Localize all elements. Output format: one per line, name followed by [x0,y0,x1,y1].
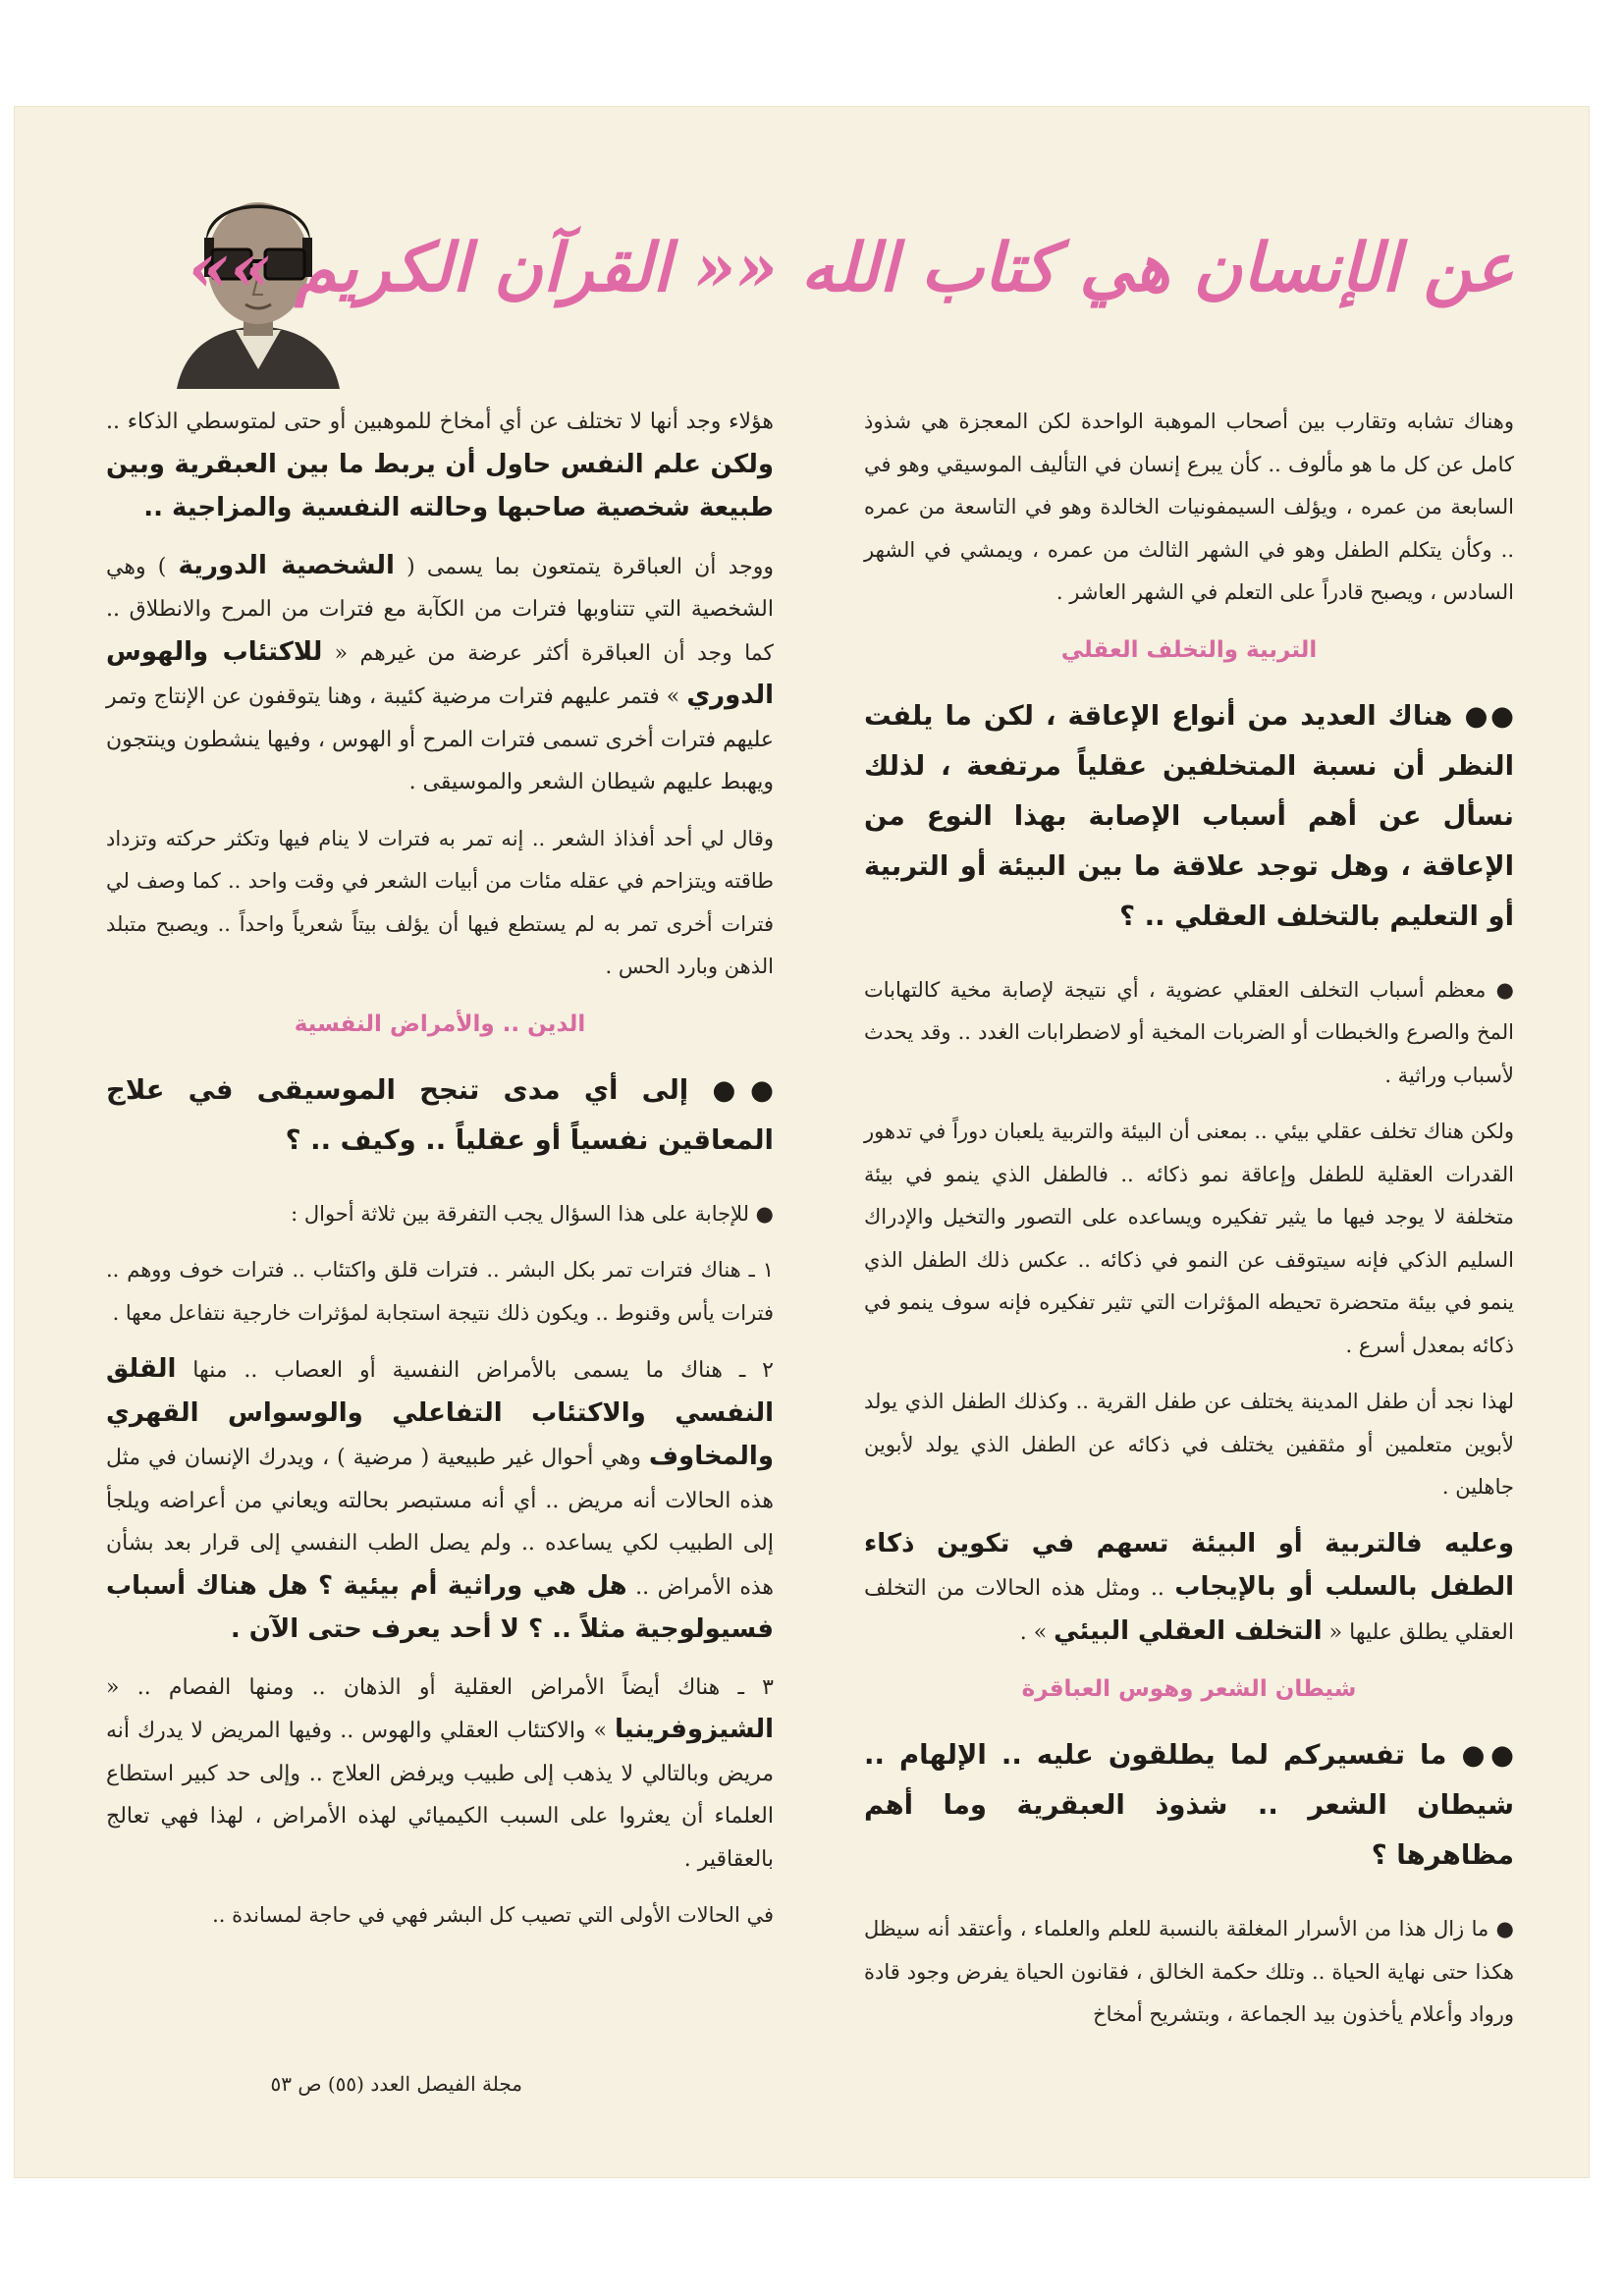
paragraph [106,401,774,531]
subheading: الدين .. والأمراض النفسية [294,1011,586,1037]
paragraph [106,545,774,804]
list-item [106,1667,774,1882]
text-span: ٣ ـ هناك أيضاً الأمراض العقلية أو الذهان .. ومنها الفصام .. « [106,1674,774,1700]
question: ●● ما تفسيركم لما يطلقون عليه .. الإلهام .. شيطان الشعر .. شذوذ العبقرية وما أهم مظاهرها ؟ [864,1739,1514,1871]
text-span: وهي أحوال غير طبيعية ( مرضية ) ، ويدرك الإنسان في مثل هذه الحالات أنه مريض .. أي أنه مستبصر بحالته ويعاني من أعراضه ويلجأ إلى الطبيب لكي يساعده .. ولم يصل الطب النفسي إلى قرار بعد بشأن هذه الأمراض .. [106,1446,774,1600]
bold-text: للاكتئاب والهوس الدوري [106,636,774,710]
question: ●● هناك العديد من أنواع الإعاقة ، لكن ما يلفت النظر أن نسبة المتخلفين عقلياً مرتفعة ، لذلك نسأل عن أهم أسباب الإصابة بهذا النوع من الإعاقة ، وهل توجد علاقة ما بين البيئة أو التربية أو التعليم بالتخلف العقلي .. ؟ [864,699,1514,932]
text-span: » والاكتئاب العقلي والهوس .. وفيها المريض لا يدرك أنه مريض وبالتالي لا يذهب إلى طبيب ويرفض العلاج .. وإلى حد كبير استطاع العلماء أن يعثروا على السبب الكيميائي لهذه الأمراض ، لهذا فهي تعالج بالعقاقير . [106,1719,774,1872]
text-span: ) وهي الشخصية التي تتناوبها فترات من الكآبة مع فترات من المرح والانطلاق .. كما وجد أن العباقرة أكثر عرضة من غيرهم « [106,554,774,666]
page-footer: مجلة الفيصل العدد (٥٥) ص ٥٣ [270,2072,522,2096]
headline: عن الإنسان هي كتاب الله «« القرآن الكريم »» [188,229,1514,307]
paragraph: ولكن هناك تخلف عقلي بيئي .. بمعنى أن البيئة والتربية يلعبان دوراً في تدهور القدرات العقلية للطفل وإعاقة نمو ذكائه .. فالطفل الذي ينمو في بيئة متخلفة لا يوجد فيها ما يثير تفكيره ويساعده على التصور والتخيل والإدراك السليم الذكي فإنه سيتوقف عن النمو في ذكائه .. عكس ذلك الطفل الذي ينمو في بيئة متحضرة تحيطه المؤثرات التي تثير تفكيره فإنه سوف ينمو في ذكائه بمعدل أسرع . [864,1120,1514,1357]
question: ●● إلى أي مدى تنجح الموسيقى في علاج المعاقين نفسياً أو عقلياً .. وكيف .. ؟ [106,1073,774,1156]
subheading: شيطان الشعر وهوس العباقرة [1021,1676,1357,1702]
paragraph: ● معظم أسباب التخلف العقلي عضوية ، أي نتيجة لإصابة مخية كالتهابات المخ والصرع والخبطات أو الضربات المخية أو لاضطرابات الغدد .. وقد يحدث لأسباب وراثية . [864,977,1514,1087]
bold-text: الشخصية الدورية [178,550,395,580]
bold-text: الشيزوفرينيا [614,1715,774,1744]
paragraph: ● ما زال هذا من الأسرار المغلقة بالنسبة للعلم والعلماء ، وأعتقد أنه سيظل هكذا حتى نهاية الحياة .. وتلك حكمة الخالق ، فقانون الحياة يفرض وجود قادة ورواد وأعلام يأخذون بيد الجماعة ، وبتشريح أمخاخ [864,1917,1514,2026]
subheading: التربية والتخلف العقلي [1060,636,1318,663]
bold-text: هل هي وراثية أم بيئية ؟ هل هناك أسباب فسيولوجية مثلاً .. ؟ لا أحد يعرف حتى الآن . [106,1570,774,1644]
text-span: ٢ ـ هناك ما يسمى بالأمراض النفسية أو العصاب .. منها [176,1358,774,1383]
left-column [106,401,774,1951]
right-column [864,401,1514,2050]
paragraph: وقال لي أحد أفذاذ الشعر .. إنه تمر به فترات لا ينام فيها وتكثر حركته وتزداد طاقته ويتزاحم في عقله مئات من أبيات الشعر في وقت واحد .. كما وصف لي فترات أخرى تمر به لم يستطع فيها أن يؤلف بيتاً شعرياً واحداً .. ويصبح متبلد الذهن وبارد الحس . [106,826,774,978]
list-item: ١ ـ هناك فترات تمر بكل البشر .. فترات قلق واكتئاب .. فترات خوف ووهم .. فترات يأس وقنوط .. ويكون ذلك نتيجة استجابة لمؤثرات خارجية نتفاعل معها . [106,1258,774,1325]
bold-text: وعليه فالتربية أو البيئة تسهم في تكوين ذكاء الطفل بالسلب أو بالإيجاب [864,1528,1514,1602]
paragraph [864,1523,1514,1655]
paragraph: لهذا نجد أن طفل المدينة يختلف عن طفل القرية .. وكذلك الطفل الذي يولد لأبوين متعلمين أو مثقفين يختلف في ذكائه عن الطفل الذي يولد لأبوين جاهلين . [864,1390,1514,1499]
text-span: ووجد أن العباقرة يتمتعون بما يسمى ( [394,554,774,579]
text-span: هؤلاء وجد أنها لا تختلف عن أي أمخاخ للموهبين أو حتى لمتوسطي الذكاء .. [106,410,774,434]
paragraph: ● للإجابة على هذا السؤال يجب التفرقة بين ثلاثة أحوال : [291,1201,774,1226]
paragraph: في الحالات الأولى التي تصيب كل البشر فهي في حاجة لمساندة .. [212,1903,774,1927]
bold-text: ولكن علم النفس حاول أن يربط ما بين العبقرية وبين طبيعة شخصية صاحبها وحالته النفسية والمزاجية .. [106,449,774,522]
text-span: .. ومثل هذه الحالات من التخلف العقلي يطلق عليها « [864,1576,1514,1645]
paragraph: وهناك تشابه وتقارب بين أصحاب الموهبة الواحدة لكن المعجزة هي شذوذ كامل عن كل ما هو مألوف .. كأن يبرع إنسان في التأليف الموسيقي وهو في السابعة من عمره ، ويؤلف السيمفونيات الخالدة وهو في التاسعة من عمره .. وكأن يتكلم الطفل وهو في الشهر الثالث من عمره ، ويمشي في الشهر السادس ، ويصبح قادراً على التعلم في الشهر العاشر . [864,410,1514,604]
text-span: » فتمر عليهم فترات مرضية كئيبة ، وهنا يتوقفون عن الإنتاج وتمر عليهم فترات أخرى تسمى فترات المرح أو الهوس ، وفيها ينشطون وينتجون ويهبط عليهم شيطان الشعر والموسيقى . [106,684,774,794]
text-span: » . [1019,1619,1055,1645]
list-item [106,1348,774,1653]
bold-text: التخلف العقلي البيئي [1054,1615,1323,1646]
bold-text: القلق النفسي والاكتئاب التفاعلي والوسواس القهري والمخاوف [106,1354,774,1471]
